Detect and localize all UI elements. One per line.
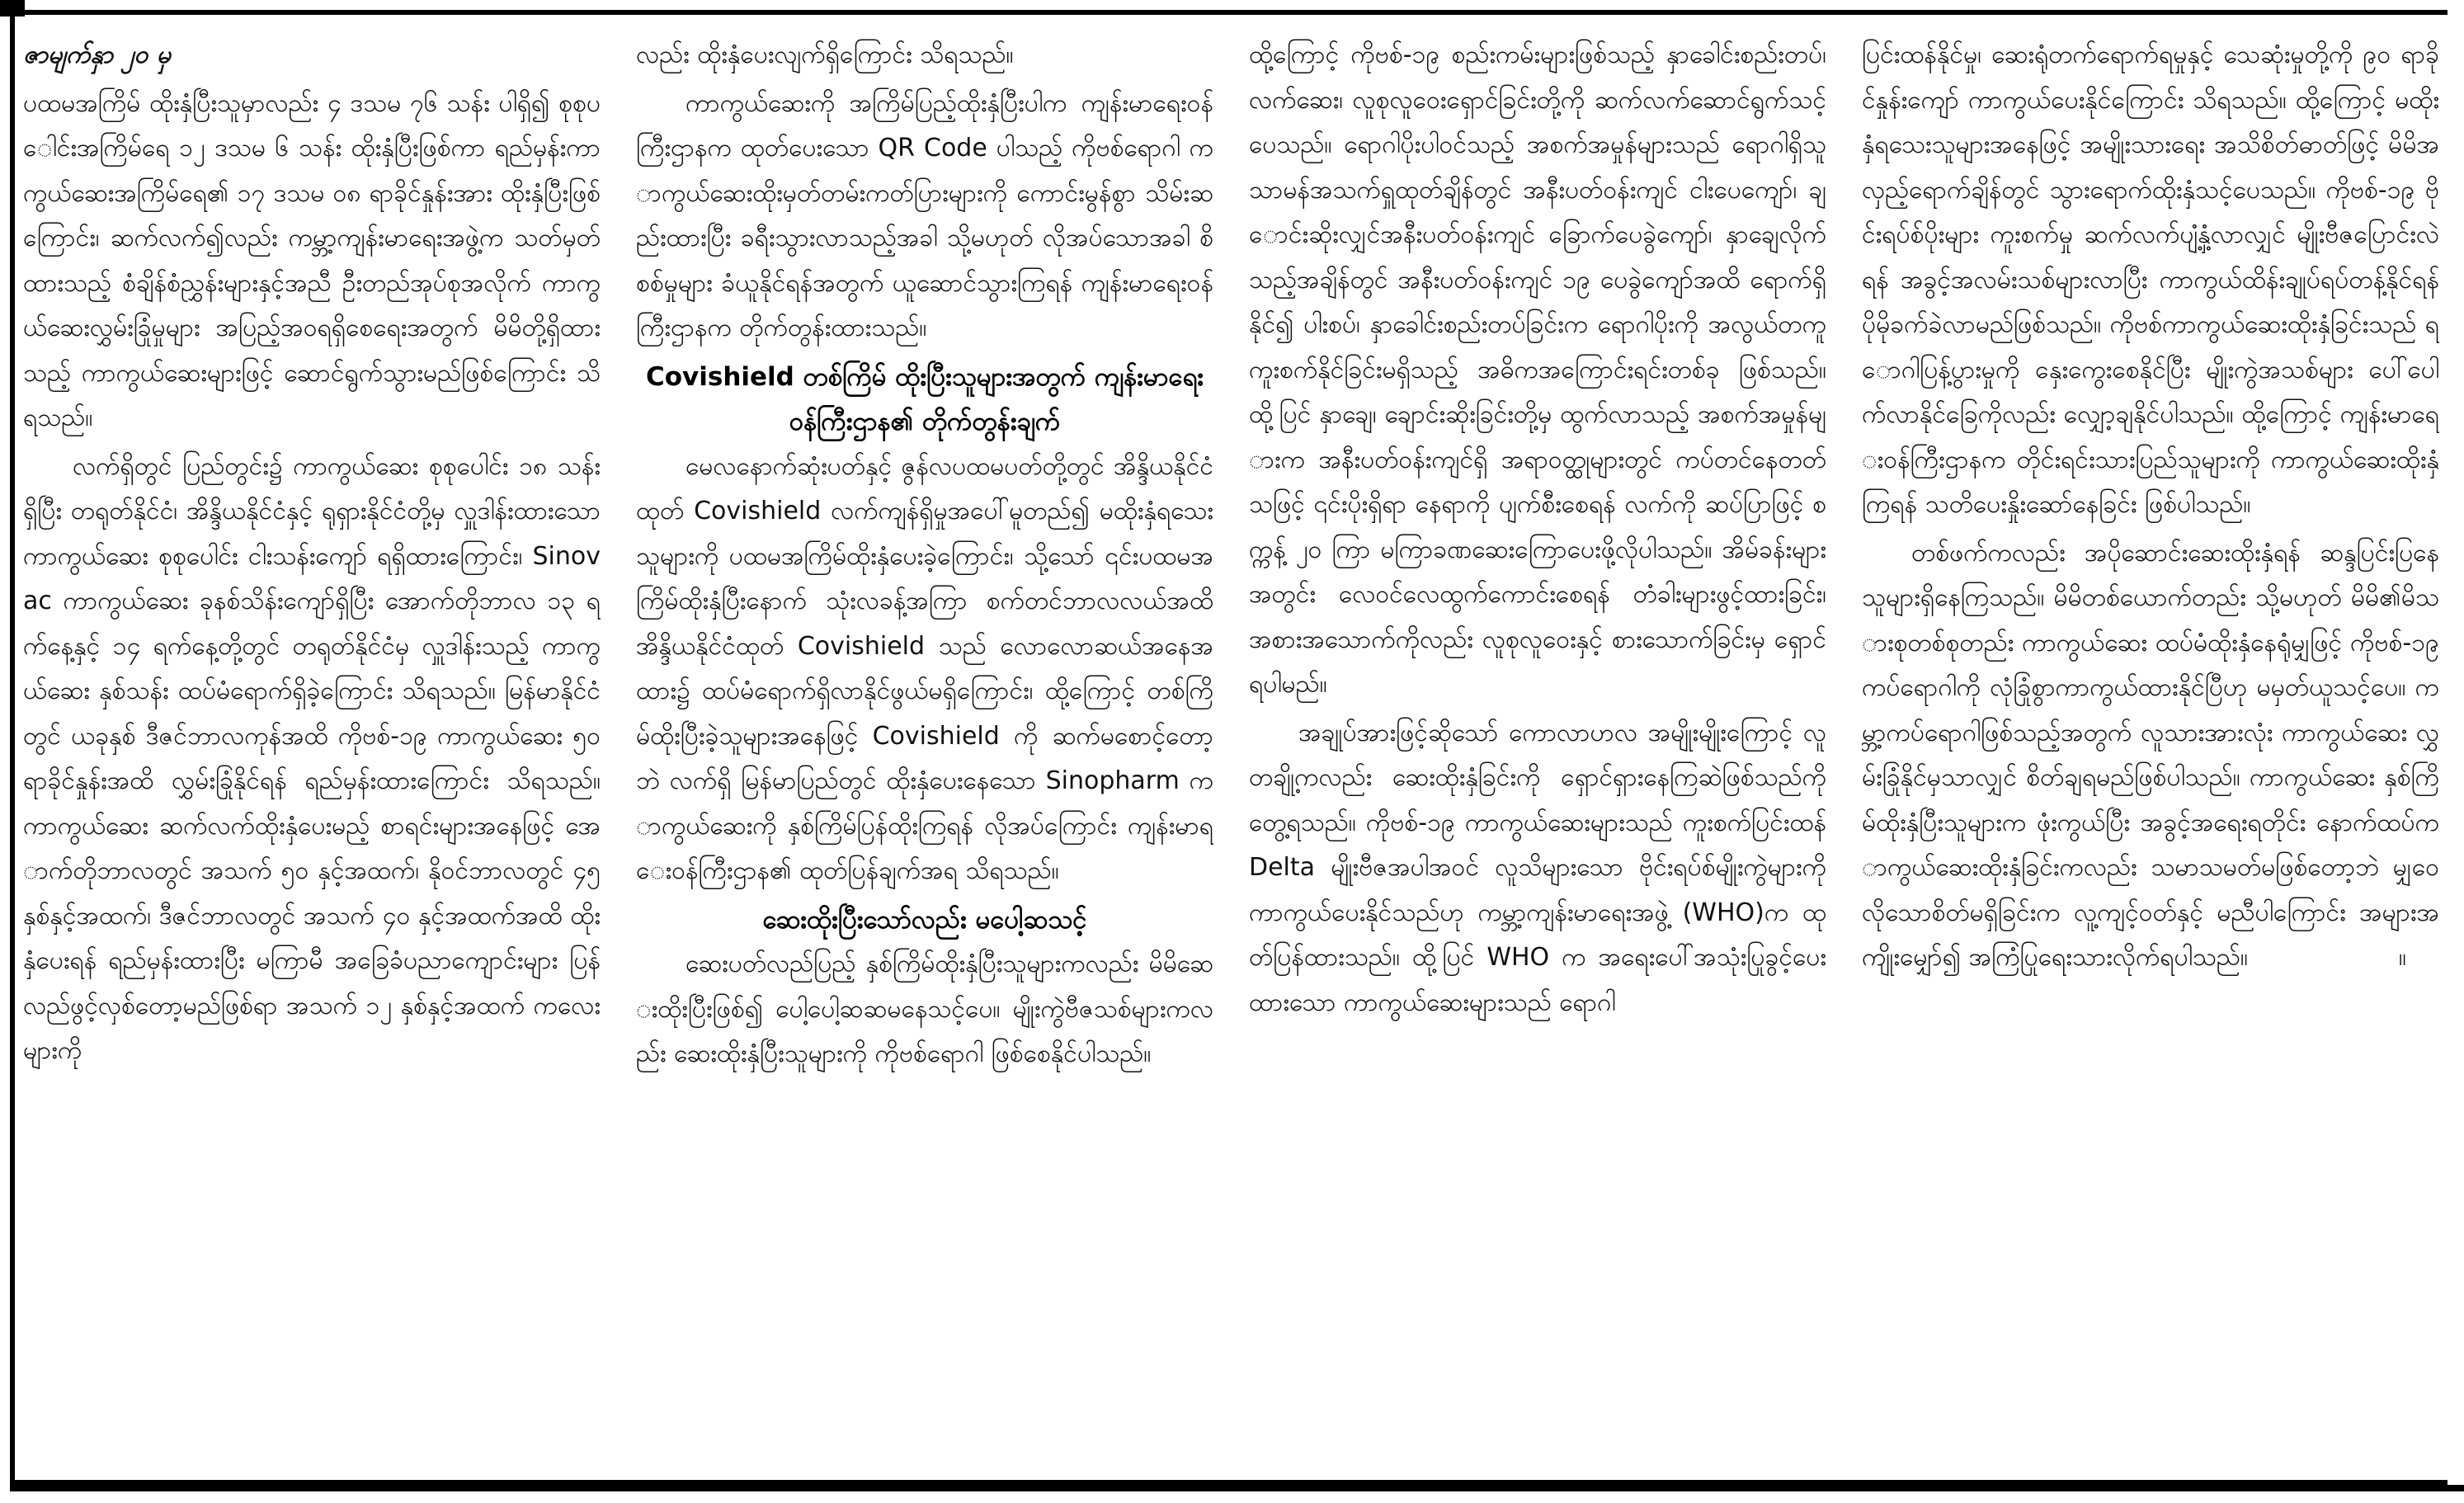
paragraph: မေလနောက်ဆုံးပတ်နှင့် ဇွန်လပထမပတ်တို့တွင် အိန္ဒိယနိုင်ငံထုတ် Covishield လက်ကျန်ရှိမှုအပေါ်မူတည်၍ မထိုးနှံရသေးသူများကို ပထမအကြိမ်ထိုးနှံပေးခဲ့ကြောင်း၊ သို့သော် ၎င်းပထမအကြိမ်ထိုးနှံပြီးနောက် သုံးလခန့်အကြာ စက်တင်ဘာလလယ်အထိ အိန္ဒိယနိုင်ငံထုတ် Covishield သည် လောလောဆယ်အနေအထား၌ ထပ်မံရောက်ရှိလာနိုင်ဖွယ်မရှိကြောင်း၊ ထို့ကြောင့် တစ်ကြိမ်ထိုးပြီးခဲ့သူများအနေဖြင့် Covishield ကို ဆက်မစောင့်တော့ဘဲ လက်ရှိ မြန်မာပြည်တွင် ထိုးနှံပေးနေသော Sinopharm ကာကွယ်ဆေးကို နှစ်ကြိမ်ပြန်ထိုးကြရန် လိုအပ်ကြောင်း ကျန်းမာရေးဝန်ကြီးဌာန၏ ထုတ်ပြန်ချက်အရ သိရသည်။: [636, 451, 1213, 885]
column-2: [636, 33, 1213, 1477]
dateline: ဇာမျက်နှာ ၂၀ မှ: [23, 40, 171, 69]
paragraph: ဆေးပတ်လည်ပြည့် နှစ်ကြိမ်ထိုးနှံပြီးသူများကလည်း မိမိဆေးထိုးပြီးဖြစ်၍ ပေါ့ပေါ့ဆဆမနေသင့်ပေ။ မျိုးကွဲဗီဇသစ်များကလည်း ဆေးထိုးနှံပြီးသူများကို ကိုဗစ်ရောဂါ ဖြစ်စေနိုင်ပါသည်။: [636, 949, 1213, 1068]
paragraph-text: တစ်ဖက်ကလည်း အပိုဆောင်းဆေးထိုးနှံရန် ဆန္ဒပြင်းပြနေသူများရှိနေကြသည်။ မိမိတစ်ယောက်တည်း သို့မဟုတ် မိမိ၏မိသားစုတစ်စုတည်း ကာကွယ်ဆေး ထပ်မံထိုးနှံနေရုံမျှဖြင့် ကိုဗစ်-၁၉ ကပ်ရောဂါကို လုံခြုံစွာကာကွယ်ထားနိုင်ပြီဟု မမှတ်ယူသင့်ပေ။ ကမ္ဘာ့ကပ်ရောဂါဖြစ်သည့်အတွက် လူသားအားလုံး ကာကွယ်ဆေး လွှမ်းခြုံနိုင်မှသာလျှင် စိတ်ချရမည်ဖြစ်ပါသည်။ ကာကွယ်ဆေး နှစ်ကြိမ်ထိုးနှံပြီးသူများက ဖုံးကွယ်ပြီး အခွင့်အရေးရတိုင်း နောက်ထပ်ကာကွယ်ဆေးထိုးနှံခြင်းကလည်း သမာသမတ်မဖြစ်တော့ဘဲ မျှဝေလိုသောစိတ်မရှိခြင်းက လူ့ကျင့်ဝတ်နှင့် မညီပါကြောင်း အများအကျိုးမျှော်၍ အကြံပြုရေးသားလိုက်ရပါသည်။: [1862, 538, 2439, 972]
end-mark: ။: [2398, 943, 2406, 972]
column-1: [23, 33, 601, 1477]
paragraph: [1862, 531, 2439, 981]
column-3: [1249, 33, 1826, 1477]
article-columns: [23, 33, 2440, 1477]
subheading: ဆေးထိုးပြီးသော်လည်း မပေါ့ဆသင့်: [762, 904, 1087, 935]
paragraph: ပထမအကြိမ် ထိုးနှံပြီးသူမှာလည်း ၄ ဒသမ ၇၆ သန်း ပါရှိ၍ စုစုပေါင်းအကြိမ်ရေ ၁၂ ဒသမ ၆ သန်း ထိုးနှံပြီးဖြစ်ကာ ရည်မှန်းကာကွယ်ဆေးအကြိမ်ရေ၏ ၁၇ ဒသမ ၀၈ ရာခိုင်နှုန်းအား ထိုးနှံပြီးဖြစ်ကြောင်း၊ ဆက်လက်၍လည်း ကမ္ဘာ့ကျန်းမာရေးအဖွဲ့က သတ်မှတ်ထားသည့် စံချိန်စံညွှန်းများနှင့်အညီ ဦးတည်အုပ်စုအလိုက် ကာကွယ်ဆေးလွှမ်းခြုံမှုများ အပြည့်အဝရရှိစေရေးအတွက် မိမိတို့ရှိထားသည့် ကာကွယ်ဆေးများဖြင့် ဆောင်ရွက်သွားမည်ဖြစ်ကြောင်း သိရသည်။: [23, 88, 601, 432]
paragraph: ထို့ကြောင့် ကိုဗစ်-၁၉ စည်းကမ်းများဖြစ်သည့် နှာခေါင်းစည်းတပ်၊ လက်ဆေး၊ လူစုလူဝေးရှောင်ခြင်းတို့ကို ဆက်လက်ဆောင်ရွက်သင့်ပေသည်။ ရောဂါပိုးပါဝင်သည့် အစက်အမှုန်များသည် ရောဂါရှိသူ သာမန်အသက်ရှူထုတ်ချိန်တွင် အနီးပတ်ဝန်းကျင် ငါးပေကျော်၊ ချောင်းဆိုးလျှင်အနီးပတ်ဝန်းကျင် ခြောက်ပေခွဲကျော်၊ နှာချေလိုက်သည့်အချိန်တွင် အနီးပတ်ဝန်းကျင် ၁၉ ပေခွဲကျော်အထိ ရောက်ရှိနိုင်၍ ပါးစပ်၊ နှာခေါင်းစည်းတပ်ခြင်းက ရောဂါပိုးကို အလွယ်တကူ ကူးစက်နိုင်ခြင်းမရှိသည့် အဓိကအကြောင်းရင်းတစ်ခု ဖြစ်သည်။ ထို့ပြင် နှာချေ၊ ချောင်းဆိုးခြင်းတို့မှ ထွက်လာသည့် အစက်အမှုန်များက အနီးပတ်ဝန်းကျင်ရှိ အရာဝတ္ထုများတွင် ကပ်တင်နေတတ်သဖြင့် ၎င်းပိုးရှိရာ နေရာကို ပျက်စီးစေရန် လက်ကို ဆပ်ပြာဖြင့် စက္ကန့် ၂၀ ကြာ မကြာခဏဆေးကြောပေးဖို့လိုပါသည်။ အိမ်ခန်းများအတွင်း လေဝင်လေထွက်ကောင်းစေရန် တံခါးများဖွင့်ထားခြင်း၊ အစားအသောက်ကိုလည်း လူစုလူဝေးနှင့် စားသောက်ခြင်းမှ ရှောင်ရပါမည်။: [1249, 40, 1826, 699]
paragraph: အချုပ်အားဖြင့်ဆိုသော် ကောလာဟလ အမျိုးမျိုးကြောင့် လူတချို့ကလည်း ဆေးထိုးနှံခြင်းကို ရှောင်ရှားနေကြဆဲဖြစ်သည်ကို တွေ့ရသည်။ ကိုဗစ်-၁၉ ကာကွယ်ဆေးများသည် ကူးစက်ပြင်းထန် Delta မျိုးဗီဇအပါအဝင် လူသိများသော ဗိုင်းရပ်စ်မျိုးကွဲများကို ကာကွယ်ပေးနိုင်သည်ဟု ကမ္ဘာ့ကျန်းမာရေးအဖွဲ့ (WHO)က ထုတ်ပြန်ထားသည်။ ထို့ပြင် WHO က အရေးပေါ်အသုံးပြုခွင့်ပေးထားသော ကာကွယ်ဆေးများသည် ရောဂါ: [1249, 718, 1826, 1017]
frame-bottom-rule: [10, 1485, 2464, 1491]
paragraph: ကာကွယ်ဆေးကို အကြိမ်ပြည့်ထိုးနှံပြီးပါက ကျန်းမာရေးဝန်ကြီးဌာနက ထုတ်ပေးသော QR Code ပါသည့် ကိုဗစ်ရောဂါ ကာကွယ်ဆေးထိုးမှတ်တမ်းကတ်ပြားများကို ကောင်းမွန်စွာ သိမ်းဆည်းထားပြီး ခရီးသွားလာသည့်အခါ သို့မဟုတ် လိုအပ်သောအခါ စိစစ်မှုများ ခံယူနိုင်ရန်အတွက် ယူဆောင်သွားကြရန် ကျန်းမာရေးဝန်ကြီးဌာနက တိုက်တွန်းထားသည်။: [636, 88, 1213, 342]
paragraph: လည်း ထိုးနှံပေးလျက်ရှိကြောင်း သိရသည်။: [636, 40, 1014, 69]
column-4: [1862, 33, 2439, 1477]
paragraph: ပြင်းထန်နိုင်မှု၊ ဆေးရုံတက်ရောက်ရမှုနှင့် သေဆုံးမှုတို့ကို ၉၀ ရာခိုင်နှုန်းကျော် ကာကွယ်ပေးနိုင်ကြောင်း သိရသည်။ ထို့ကြောင့် မထိုးနှံရသေးသူများအနေဖြင့် အမျိုးသားရေး အသိစိတ်ဓာတ်ဖြင့် မိမိအလှည့်ရောက်ချိန်တွင် သွားရောက်ထိုးနှံသင့်ပေသည်။ ကိုဗစ်-၁၉ ဗိုင်းရပ်စ်ပိုးများ ကူးစက်မှု ဆက်လက်ပျံ့နှံ့လာလျှင် မျိုးဗီဇပြောင်းလဲရန် အခွင့်အလမ်းသစ်များလာပြီး ကာကွယ်ထိန်းချုပ်ရပ်တန့်နိုင်ရန် ပိုမိုခက်ခဲလာမည်ဖြစ်သည်။ ကိုဗစ်ကာကွယ်ဆေးထိုးနှံခြင်းသည် ရောဂါပြန့်ပွားမှုကို နှေးကွေးစေနိုင်ပြီး မျိုးကွဲအသစ်များ ပေါ်ပေါက်လာနိုင်ခြေကိုလည်း လျှော့ချနိုင်ပါသည်။ ထို့ကြောင့် ကျန်းမာရေးဝန်ကြီးဌာနက တိုင်းရင်းသားပြည်သူများကို ကာကွယ်ဆေးထိုးနှံကြရန် သတိပေးနှိုးဆော်နေခြင်း ဖြစ်ပါသည်။: [1862, 40, 2439, 519]
subheading: Covishield တစ်ကြိမ် ထိုးပြီးသူများအတွက် ကျန်းမာရေးဝန်ကြီးဌာန၏ တိုက်တွန်းချက်: [645, 361, 1204, 436]
paragraph: လက်ရှိတွင် ပြည်တွင်း၌ ကာကွယ်ဆေး စုစုပေါင်း ၁၈ သန်းရှိပြီး တရုတ်နိုင်ငံ၊ အိန္ဒိယနိုင်ငံနှင့် ရုရှားနိုင်ငံတို့မှ လှူဒါန်းထားသော ကာကွယ်ဆေး စုစုပေါင်း ငါးသန်းကျော် ရရှိထားကြောင်း၊ Sinovac ကာကွယ်ဆေး ခုနစ်သိန်းကျော်ရှိပြီး အောက်တိုဘာလ ၁၃ ရက်နေ့နှင့် ၁၄ ရက်နေ့တို့တွင် တရုတ်နိုင်ငံမှ လှူဒါန်းသည့် ကာကွယ်ဆေး နှစ်သန်း ထပ်မံရောက်ရှိခဲ့ကြောင်း သိရသည်။ မြန်မာနိုင်ငံတွင် ယခုနှစ် ဒီဇင်ဘာလကုန်အထိ ကိုဗစ်-၁၉ ကာကွယ်ဆေး ၅၀ ရာခိုင်နှုန်းအထိ လွှမ်းခြုံနိုင်ရန် ရည်မှန်းထားကြောင်း သိရသည်။ ကာကွယ်ဆေး ဆက်လက်ထိုးနှံပေးမည့် စာရင်းများအနေဖြင့် အောက်တိုဘာလတွင် အသက် ၅၀ နှင့်အထက်၊ နိုဝင်ဘာလတွင် ၄၅ နှစ်နှင့်အထက်၊ ဒီဇင်ဘာလတွင် အသက် ၄၀ နှင့်အထက်အထိ ထိုးနှံပေးရန် ရည်မှန်းထားပြီး မကြာမီ အခြေခံပညာကျောင်းများ ပြန်လည်ဖွင့်လှစ်တော့မည်ဖြစ်ရာ အသက် ၁၂ နှစ်နှင့်အထက် ကလေးများကို: [23, 451, 601, 1065]
